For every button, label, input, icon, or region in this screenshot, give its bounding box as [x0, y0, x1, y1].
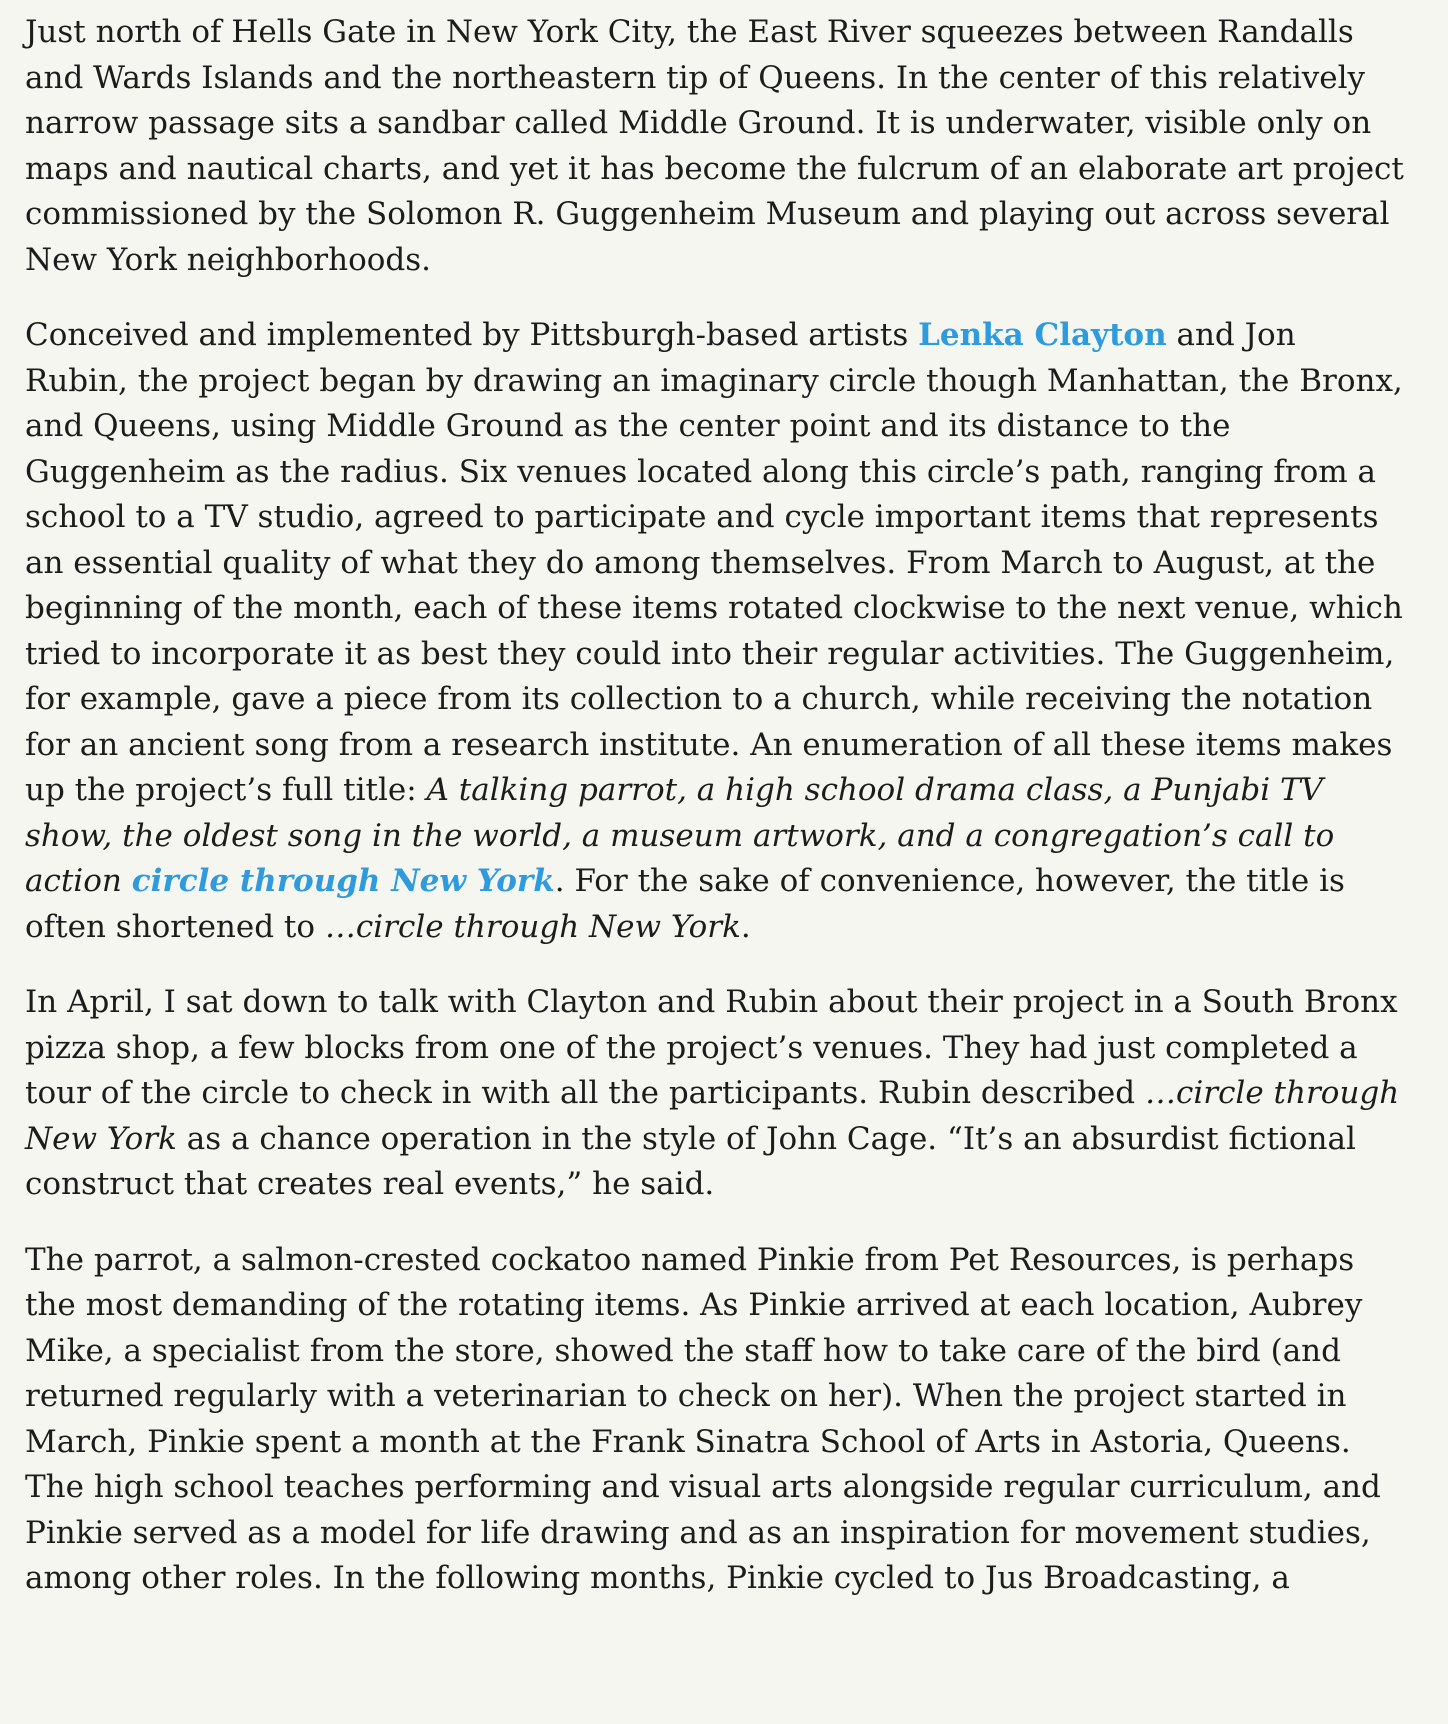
text-line: Pinkie served as a model for life drawing and as an inspiration for movement studies,: [25, 1514, 1371, 1551]
text-line: [25, 859, 1435, 905]
text-line: narrow passage sits a sandbar called Middle Ground. It is underwater, visible only on: [25, 105, 1372, 141]
title-italic: show, the oldest song in the world, a museum artwork, and a congregation’s call to: [25, 817, 1335, 854]
text-line: construct that creates real events,” he said.: [25, 1166, 715, 1202]
text-run: and Jon: [1166, 317, 1296, 353]
text-line: returned regularly with a veterinarian to check on her). When the project started in: [25, 1378, 1347, 1414]
title-italic: …circle through: [1144, 1075, 1400, 1111]
text-line: and Wards Islands and the northeastern tip of Queens. In the center of this relatively: [25, 59, 1366, 96]
paragraph-3: [25, 980, 1435, 1208]
text-line: [25, 814, 1435, 860]
text-run: often shortened to: [25, 908, 325, 945]
text-line: The high school teaches performing and visual arts alongside regular curriculum, and: [25, 1469, 1381, 1505]
text-line: tried to incorporate it as best they could into their regular activities. The Guggenheim,: [25, 635, 1395, 672]
text-line: an essential quality of what they do among themselves. From March to August, at the: [25, 544, 1376, 581]
text-line: The parrot, a salmon-crested cockatoo named Pinkie from Pet Resources, is perhaps: [25, 1241, 1355, 1278]
paragraph-2: [25, 313, 1435, 950]
text-line: for example, gave a piece from its collection to a church, while receiving the notation: [25, 681, 1373, 717]
text-line: for an ancient song from a research institute. An enumeration of all these items makes: [25, 726, 1393, 763]
text-line: [25, 1117, 1435, 1163]
text-line: school to a TV studio, agreed to participate and cycle important items that represents: [25, 499, 1379, 535]
text-run: .: [740, 908, 751, 945]
text-line: [25, 313, 1435, 359]
text-line: Rubin, the project began by drawing an imaginary circle though Manhattan, the Bronx,: [25, 362, 1403, 399]
text-line: pizza shop, a few blocks from one of the project’s venues. They had just completed a: [25, 1029, 1358, 1066]
text-run: as a chance operation in the style of John Cage. “It’s an absurdist fictional: [176, 1120, 1356, 1157]
text-run: up the project’s full title:: [25, 772, 427, 808]
title-italic: action: [25, 863, 132, 899]
lenka-clayton-link[interactable]: Lenka Clayton: [918, 317, 1167, 353]
text-line: maps and nautical charts, and yet it has become the fulcrum of an elaborate art project: [25, 150, 1404, 187]
text-line: among other roles. In the following months, Pinkie cycled to Jus Broadcasting, a: [25, 1560, 1290, 1596]
circle-through-new-york-link[interactable]: [132, 863, 555, 899]
title-italic: …circle through New York: [324, 908, 741, 945]
text-line: [25, 768, 1435, 814]
text-line: Just north of Hells Gate in New York City, the East River squeezes between Randalls: [25, 14, 1354, 50]
text-line: In April, I sat down to talk with Clayton and Rubin about their project in a South Bronx: [25, 984, 1398, 1020]
text-line: New York neighborhoods.: [25, 241, 432, 278]
text-line: [25, 905, 1435, 951]
title-italic: A talking parrot, a high school drama class, a Punjabi TV: [426, 772, 1324, 808]
text-line: beginning of the month, each of these items rotated clockwise to the next venue, which: [25, 590, 1403, 626]
text-line: commissioned by the Solomon R. Guggenheim Museum and playing out across several: [25, 196, 1390, 232]
text-line: and Queens, using Middle Ground as the center point and its distance to the: [25, 408, 1231, 444]
text-line: March, Pinkie spent a month at the Frank Sinatra School of Arts in Astoria, Queens.: [25, 1423, 1351, 1460]
link-italic: circle through New York: [131, 863, 555, 899]
text-line: the most demanding of the rotating items. As Pinkie arrived at each location, Aubrey: [25, 1287, 1363, 1323]
text-run: . For the sake of convenience, however, the title is: [554, 863, 1345, 899]
paragraph-1: [25, 10, 1435, 283]
article-body: [25, 10, 1435, 1632]
text-run: Conceived and implemented by Pittsburgh-based artists: [25, 317, 919, 353]
paragraph-4: [25, 1238, 1435, 1602]
text-line: Guggenheim as the radius. Six venues located along this circle’s path, ranging from a: [25, 453, 1377, 490]
text-line: [25, 1071, 1435, 1117]
text-run: tour of the circle to check in with all the participants. Rubin described: [25, 1075, 1145, 1111]
text-line: Mike, a specialist from the store, showed the staff how to take care of the bird (and: [25, 1332, 1341, 1369]
title-italic: New York: [25, 1120, 177, 1157]
